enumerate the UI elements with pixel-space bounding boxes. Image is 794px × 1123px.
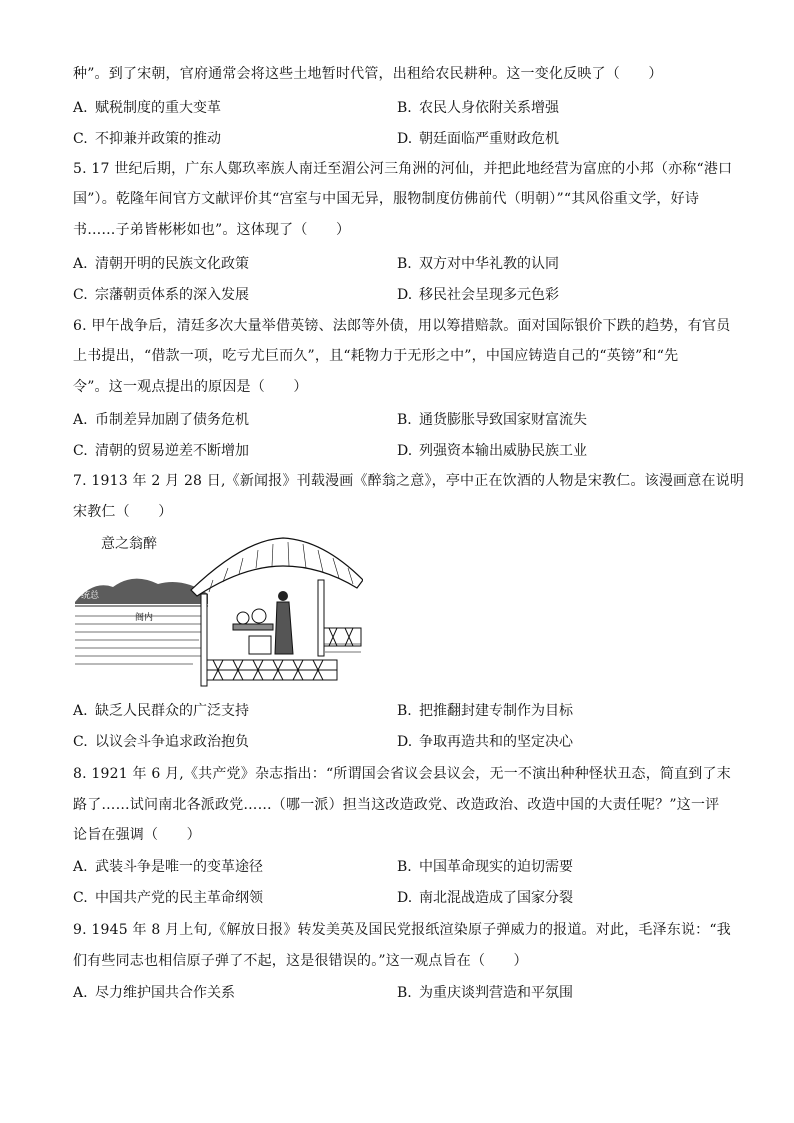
q7-option-b[interactable]: B. 把推翻封建专制作为目标: [397, 703, 573, 719]
q9-stem-line-2: 们有些同志也相信原子弹了不起，这是很错误的。”这一观点旨在（ ）: [73, 953, 528, 969]
q5-option-a[interactable]: A. 清朝开明的民族文化政策: [73, 256, 249, 272]
q8-stem-line-1: 8. 1921 年 6 月,《共产党》杂志指出：“所谓国会省议会县议会，无一不演出种种怪状丑态，简直到了末: [73, 766, 731, 782]
q4-option-d[interactable]: D. 朝廷面临严重财政危机: [397, 131, 559, 147]
cartoon-title: 意之翁醉: [101, 536, 157, 552]
q8-option-c[interactable]: C. 中国共产党的民主革命纲领: [73, 890, 263, 906]
q5-stem-line-2: 国”）。乾隆年间官方文献评价其“宫室与中国无异，服物制度仿佛前代（明朝）”“其风俗重文学，好诗: [73, 191, 700, 207]
q4-option-c[interactable]: C. 不抑兼并政策的推动: [73, 131, 221, 147]
q7-option-a[interactable]: A. 缺乏人民群众的广泛支持: [73, 703, 249, 719]
q5-option-b[interactable]: B. 双方对中华礼教的认同: [397, 256, 559, 272]
q9-stem-line-1: 9. 1945 年 8 月上旬,《解放日报》转发美英及国民党报纸渲染原子弹威力的报道。对此，毛泽东说：“我: [73, 922, 731, 938]
q6-option-c[interactable]: C. 清朝的贸易逆差不断增加: [73, 443, 249, 459]
cartoon-drunk-old-man-image: [73, 532, 363, 692]
q5-stem-line-1: 5. 17 世纪后期，广东人鄚玖率族人南迁至湄公河三角洲的河仙，并把此地经营为富庶的小邦（亦称“港口: [73, 161, 733, 177]
q5-option-c[interactable]: C. 宗藩朝贡体系的深入发展: [73, 287, 249, 303]
q8-option-d[interactable]: D. 南北混战造成了国家分裂: [397, 890, 573, 906]
q8-option-a[interactable]: A. 武装斗争是唯一的变革途径: [73, 859, 263, 875]
q6-option-d[interactable]: D. 列强资本输出威胁民族工业: [397, 443, 587, 459]
q6-option-b[interactable]: B. 通货膨胀导致国家财富流失: [397, 412, 587, 428]
q6-stem-line-1: 6. 甲午战争后，清廷多次大量举借英镑、法郎等外债，用以筹措赔款。面对国际银价下跌的趋势，有官员: [73, 318, 731, 334]
q4-option-b[interactable]: B. 农民人身依附关系增强: [397, 100, 559, 116]
cartoon-label-center: 阁内: [135, 613, 154, 623]
cartoon-label-left: 统总: [81, 591, 100, 601]
q5-stem-line-3: 书……子弟皆彬彬如也”。这体现了（ ）: [73, 222, 351, 238]
q6-stem-line-3: 令”。这一观点提出的原因是（ ）: [73, 379, 308, 395]
q4-stem-line: 种”。到了宋朝，官府通常会将这些土地暂时代管，出租给农民耕种。这一变化反映了（ ）: [73, 66, 663, 82]
q8-stem-line-2: 路了……试问南北各派政党……（哪一派）担当这改造政党、改造政治、改造中国的大责任呢？”这一评: [73, 797, 720, 813]
q8-stem-line-3: 论旨在强调（ ）: [73, 827, 201, 843]
q4-option-a[interactable]: A. 赋税制度的重大变革: [73, 100, 221, 116]
q6-option-a[interactable]: A. 币制差异加剧了债务危机: [73, 412, 249, 428]
q7-option-d[interactable]: D. 争取再造共和的坚定决心: [397, 734, 573, 750]
q9-option-a[interactable]: A. 尽力维护国共合作关系: [73, 985, 235, 1001]
q9-option-b[interactable]: B. 为重庆谈判营造和平氛围: [397, 985, 573, 1001]
q7-stem-line-2: 宋教仁（ ）: [73, 504, 173, 520]
q7-option-c[interactable]: C. 以议会斗争追求政治抱负: [73, 734, 249, 750]
q6-stem-line-2: 上书提出，“借款一项，吃亏尤巨而久”，且“耗物力于无形之中”，中国应铸造自己的“英镑”和“先: [73, 348, 679, 364]
q8-option-b[interactable]: B. 中国革命现实的迫切需要: [397, 859, 573, 875]
q5-option-d[interactable]: D. 移民社会呈现多元色彩: [397, 287, 559, 303]
q7-stem-line-1: 7. 1913 年 2 月 28 日,《新闻报》刊载漫画《醉翁之意》，亭中正在饮酒的人物是宋教仁。该漫画意在说明: [73, 473, 745, 489]
